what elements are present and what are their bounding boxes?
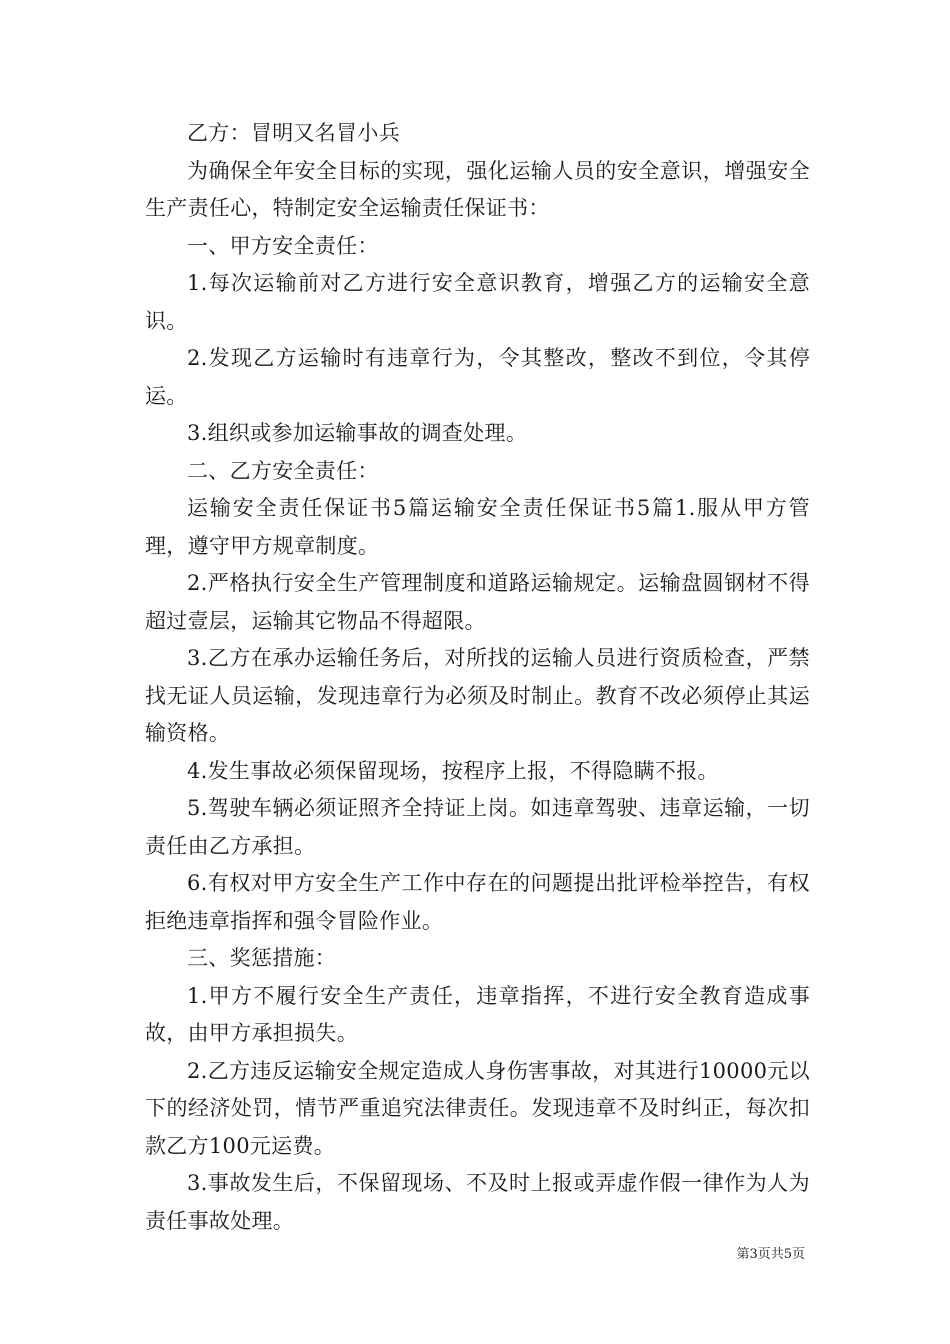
paragraph-party-b: 乙方：冒明又名冒小兵	[187, 121, 400, 145]
document-body	[145, 115, 810, 1240]
paragraph-b-item-4: 4.发生事故必须保留现场，按程序上报，不得隐瞒不报。	[187, 758, 719, 783]
heading-rewards-penalties: 三、奖惩措施：	[187, 946, 337, 970]
paragraph-b-item-1: 运输安全责任保证书5篇运输安全责任保证书5篇1.服从甲方管理，遵守甲方规章制度。	[145, 496, 810, 558]
paragraph-b-item-2: 2.严格执行安全生产管理制度和道路运输规定。运输盘圆钢材不得超过壹层，运输其它物品不得超限。	[145, 571, 810, 633]
paragraph-b-item-3: 3.乙方在承办运输任务后，对所找的运输人员进行资质检查，严禁找无证人员运输，发现违章行为必须及时制止。教育不改必须停止其运输资格。	[145, 646, 810, 745]
paragraph-a-item-3: 3.组织或参加运输事故的调查处理。	[187, 421, 528, 445]
heading-party-b-responsibility: 二、乙方安全责任：	[187, 458, 379, 483]
paragraph-intro: 为确保全年安全目标的实现，强化运输人员的安全意识，增强安全生产责任心，特制定安全运输责任保证书：	[145, 158, 810, 220]
paragraph-rp-item-2: 2.乙方违反运输安全规定造成人身伤害事故，对其进行10000元以下的经济处罚，情节严重追究法律责任。发现违章不及时纠正，每次扣款乙方100元运费。	[145, 1058, 810, 1158]
heading-party-a-responsibility: 一、甲方安全责任：	[187, 233, 379, 258]
paragraph-b-item-5: 5.驾驶车辆必须证照齐全持证上岗。如违章驾驶、违章运输，一切责任由乙方承担。	[145, 796, 810, 858]
paragraph-a-item-2: 2.发现乙方运输时有违章行为，令其整改，整改不到位，令其停运。	[145, 346, 810, 408]
paragraph-rp-item-3: 3.事故发生后，不保留现场、不及时上报或弄虚作假一律作为人为责任事故处理。	[145, 1171, 810, 1233]
paragraph-a-item-1: 1.每次运输前对乙方进行安全意识教育，增强乙方的运输安全意识。	[145, 271, 810, 333]
paragraph-b-item-6: 6.有权对甲方安全生产工作中存在的问题提出批评检举控告，有权拒绝违章指挥和强令冒险作业。	[145, 871, 810, 933]
paragraph-rp-item-1: 1.甲方不履行安全生产责任，违章指挥，不进行安全教育造成事故，由甲方承担损失。	[145, 983, 810, 1045]
page-number: 第3页共5页	[736, 1247, 805, 1262]
